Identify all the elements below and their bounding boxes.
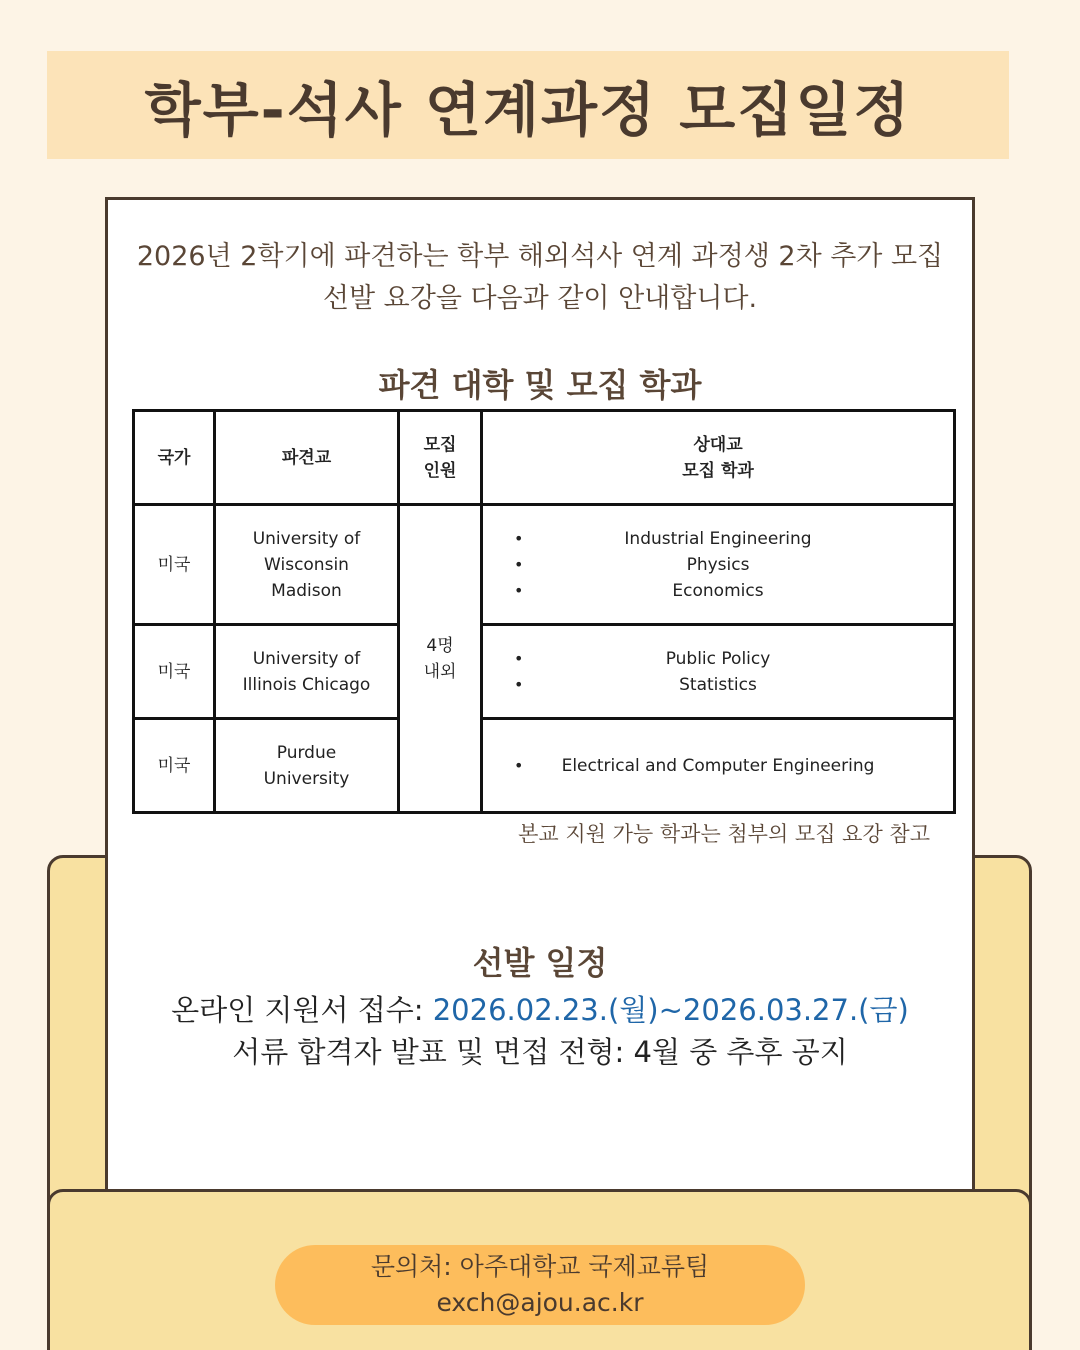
page-title: 학부-석사 연계과정 모집일정: [144, 76, 912, 144]
header-quota-line-2: 인원: [423, 460, 457, 481]
header-majors: [482, 411, 955, 505]
major-item: [483, 578, 953, 604]
school-line: Madison: [271, 580, 342, 601]
table-row: [134, 505, 955, 625]
cell-school: [215, 719, 399, 813]
major-label: Industrial Engineering: [624, 528, 812, 549]
header-majors-line-2: 모집 학과: [682, 460, 754, 481]
intro-line-2: 선발 요강을 다음과 같이 안내합니다.: [322, 283, 758, 314]
major-item: [483, 552, 953, 578]
major-label: Public Policy: [665, 648, 771, 669]
quota-line-2: 내외: [423, 661, 457, 682]
cell-school: [215, 625, 399, 719]
schedule-online: [108, 988, 972, 1029]
university-table: [132, 409, 956, 814]
major-label: Economics: [672, 580, 764, 601]
table-section-title: 파견 대학 및 모집 학과: [378, 366, 702, 404]
cell-country: 미국: [134, 719, 215, 813]
cell-school: [215, 505, 399, 625]
table-row: [134, 719, 955, 813]
cell-quota: [399, 505, 482, 813]
cell-country: 미국: [134, 505, 215, 625]
bullet-icon: •: [514, 755, 524, 775]
header-majors-line-1: 상대교: [693, 434, 743, 455]
cell-country: 미국: [134, 625, 215, 719]
school-line: Illinois Chicago: [242, 674, 371, 695]
major-label: Electrical and Computer Engineering: [561, 755, 875, 776]
schedule-title: 선발 일정: [472, 944, 608, 982]
school-line: Wisconsin: [264, 554, 349, 575]
intro-text: [108, 236, 972, 320]
table-note: 본교 지원 가능 학과는 첨부의 모집 요강 참고: [518, 822, 930, 846]
major-label: Physics: [686, 554, 750, 575]
bullet-icon: •: [514, 528, 524, 548]
bullet-icon: •: [514, 648, 524, 668]
schedule-online-label: 온라인 지원서 접수:: [171, 993, 433, 1027]
contact-email: exch@ajou.ac.kr: [436, 1288, 644, 1317]
header-school: 파견교: [215, 411, 399, 505]
title-banner: [47, 51, 1009, 159]
table-header-row: [134, 411, 955, 505]
table-row: [134, 625, 955, 719]
bullet-icon: •: [514, 554, 524, 574]
bullet-icon: •: [514, 580, 524, 600]
major-item: [483, 672, 953, 698]
cell-majors: [482, 625, 955, 719]
school-line: University of: [252, 528, 361, 549]
major-item: [483, 646, 953, 672]
header-quota-line-1: 모집: [423, 434, 457, 455]
cell-majors: [482, 505, 955, 625]
schedule-result: 서류 합격자 발표 및 면접 전형: 4월 중 추후 공지: [232, 1035, 848, 1069]
bullet-icon: •: [514, 674, 524, 694]
contact-pill: [275, 1245, 805, 1325]
school-line: Purdue: [276, 742, 337, 763]
major-item: [483, 526, 953, 552]
contact-line: 문의처: 아주대학교 국제교류팀: [370, 1252, 710, 1281]
major-item: [483, 753, 953, 779]
header-quota: [399, 411, 482, 505]
major-label: Statistics: [679, 674, 757, 695]
quota-line-1: 4명: [426, 635, 454, 656]
schedule-online-dates: 2026.02.23.(월)~2026.03.27.(금): [432, 993, 909, 1027]
header-country: 국가: [134, 411, 215, 505]
intro-line-1: 2026년 2학기에 파견하는 학부 해외석사 연계 과정생 2차 추가 모집: [136, 241, 944, 272]
school-line: University of: [252, 648, 361, 669]
notice-paper: [105, 197, 975, 1207]
cell-majors: [482, 719, 955, 813]
school-line: University: [263, 768, 350, 789]
